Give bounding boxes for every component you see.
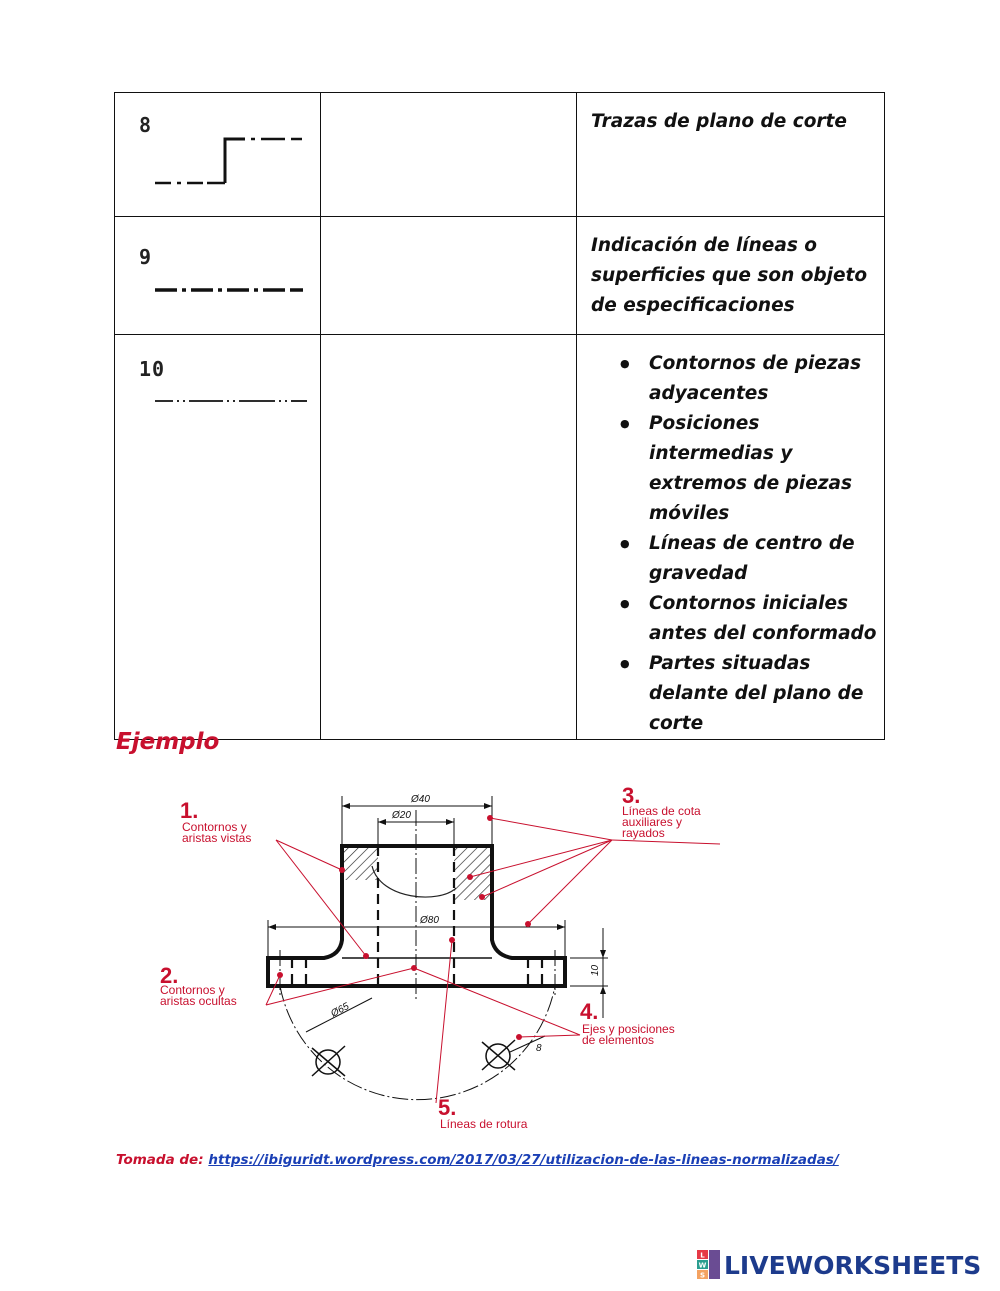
- description-list: [577, 335, 884, 739]
- line-sample-cell: [115, 335, 321, 740]
- callout-text: rayados: [622, 826, 665, 840]
- callout-text: de elementos: [582, 1033, 655, 1047]
- list-item: ● Posiciones intermedias y extremos de piezas móviles: [649, 409, 878, 529]
- callout-text: aristas ocultas: [160, 994, 237, 1008]
- description-cell: [577, 335, 885, 740]
- table-row: [115, 93, 885, 217]
- answer-cell[interactable]: [321, 93, 577, 217]
- dimension-text: 10: [590, 964, 601, 976]
- example-heading: Ejemplo: [116, 729, 220, 755]
- callout-number: 5.: [438, 1095, 457, 1120]
- example-technical-drawing: [0, 770, 1000, 1150]
- row-description: Indicación de líneas o superficies que son objeto de especificaciones: [591, 235, 868, 316]
- callout-number: 1.: [180, 798, 199, 823]
- list-item: ● Contornos de piezas adyacentes: [649, 349, 878, 409]
- svg-text:L: L: [700, 1251, 705, 1260]
- callout-number: 3.: [622, 783, 641, 808]
- table-row: [115, 217, 885, 335]
- row-number: 9: [139, 245, 153, 269]
- brand-name: LIVEWORKSHEETS: [724, 1250, 982, 1280]
- list-item: ● Líneas de centro de gravedad: [649, 529, 878, 589]
- dimension-text: Ø20: [392, 810, 411, 821]
- callout-number: 4.: [580, 999, 599, 1024]
- callout-text: Contornos y: [160, 983, 225, 997]
- answer-cell[interactable]: [321, 335, 577, 740]
- answer-cell[interactable]: [321, 217, 577, 335]
- source-link[interactable]: https://ibiguridt.wordpress.com/2017/03/27/utilizacion-de-las-lineas-normalizadas/: [208, 1152, 839, 1168]
- table-row: [115, 335, 885, 740]
- dimension-text: Ø65: [329, 1001, 352, 1020]
- dimension-text: 8: [536, 1043, 542, 1054]
- source-label: Tomada de:: [116, 1152, 204, 1168]
- row-number: 8: [139, 113, 153, 137]
- hidden-edges: [292, 846, 542, 986]
- liveworksheets-brand: [697, 1250, 981, 1280]
- row-description: Trazas de plano de corte: [591, 111, 847, 132]
- dimension-text: Ø80: [420, 915, 439, 926]
- callout-text: Líneas de cota: [622, 804, 701, 818]
- callout-text: Líneas de rotura: [440, 1117, 528, 1131]
- line-sample-cell: [115, 93, 321, 217]
- dimension-text: Ø40: [411, 794, 430, 805]
- description-cell: [577, 217, 885, 335]
- svg-text:W: W: [698, 1261, 707, 1270]
- source-credit: [116, 1152, 839, 1168]
- bolt-hole-icon: [312, 1040, 515, 1076]
- callout-text: auxiliares y: [622, 815, 683, 829]
- hatched-section-left: [344, 846, 378, 880]
- callout-text: Contornos y: [182, 820, 247, 834]
- callout-text: aristas vistas: [182, 831, 252, 845]
- line-sample-cell: [115, 217, 321, 335]
- description-cell: [577, 93, 885, 217]
- callout-number: 2.: [160, 963, 179, 988]
- dash-dot-line-sample: [115, 217, 320, 334]
- liveworksheets-logo-icon: [697, 1250, 721, 1280]
- line-types-table: [114, 92, 885, 740]
- row-number: 10: [139, 357, 166, 381]
- double-dash-line-sample: [115, 335, 320, 723]
- svg-text:S: S: [699, 1271, 706, 1280]
- callout-text: Ejes y posiciones: [582, 1022, 675, 1036]
- cutting-plane-line-sample: [115, 93, 320, 216]
- list-item: ● Partes situadas delante del plano de corte: [649, 649, 878, 739]
- list-item: ● Contornos iniciales antes del conformado: [649, 589, 878, 649]
- break-line: [372, 866, 456, 897]
